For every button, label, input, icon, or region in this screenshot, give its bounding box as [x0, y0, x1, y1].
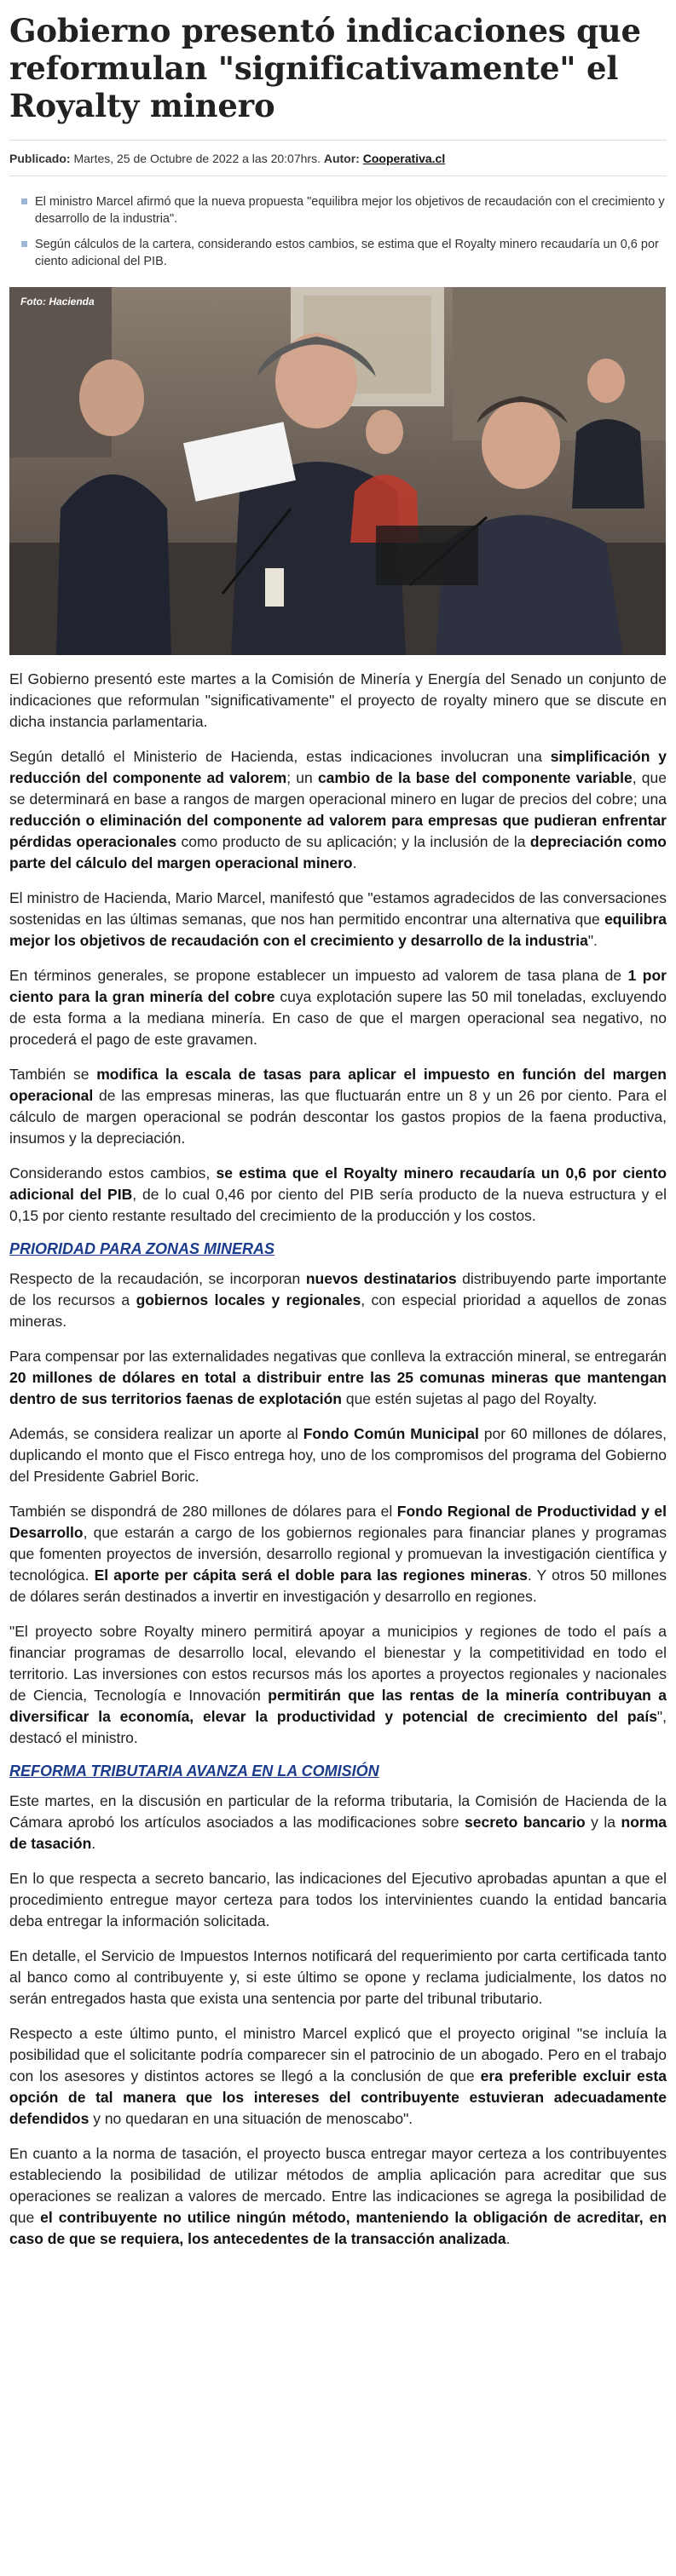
paragraph: Para compensar por las externalidades negativas que conlleva la extracción mineral, se entregarán 20 millones de dólares en total a distribuir entre las 25 comunas mineras que mantengan dentro de sus territorios faenas de explotación que estén sujetas al pago del Royalty. [9, 1348, 667, 1407]
paragraph: El Gobierno presentó este martes a la Comisión de Minería y Energía del Senado un conjunto de indicaciones que reformulan "significativamente" el proyecto de royalty minero que se discute en dicha instancia parlamentaria. [9, 670, 667, 730]
paragraph: Respecto a este último punto, el ministro Marcel explicó que el proyecto original "se incluía la posibilidad que el solicitante podría comparecer sin el patrocinio de un abogado. Pero en el trabajo con los asesores y distintos actores se llegó a la conclusión de que era preferible excluir esta opción de tal manera que los intereses del contribuyente estuvieran adecuadamente defendidos y no quedaran en una situación de menoscabo". [9, 2025, 667, 2127]
paragraph: También se modifica la escala de tasas para aplicar el impuesto en función del margen operacional de las empresas mineras, las que fluctuarán entre un 8 y un 26 por ciento. Para el cálculo de margen operacional se podrán descontar los gastos propios de la faena productiva, insumos y la depreciación. [9, 1066, 667, 1147]
article-body [9, 669, 667, 2250]
paragraph: Además, se considera realizar un aporte al Fondo Común Municipal por 60 millones de dólares, duplicando el monto que el Fisco entrega hoy, uno de los compromisos del programa del Gobierno del Presidente Gabriel Boric. [9, 1425, 667, 1485]
paragraph: En cuanto a la norma de tasación, el proyecto busca entregar mayor certeza a los contribuyentes estableciendo la posibilidad de utilizar métodos de amplia aplicación para acreditar que sus operaciones se realizan a valores de mercado. Entre las indicaciones se agrega la posibilidad de que el contribuyente no utilice ningún método, manteniendo la obligación de acreditar, en caso de que se requiera, los antecedentes de la transacción analizada. [9, 2145, 667, 2247]
summary-item: El ministro Marcel afirmó que la nueva propuesta "equilibra mejor los objetivos de recaudación con el crecimiento y desarrollo de la industria". [21, 193, 667, 227]
published-label: Publicado: [9, 152, 71, 165]
paragraph: El ministro de Hacienda, Mario Marcel, manifestó que "estamos agradecidos de las conversaciones sostenidas en las últimas semanas, que nos han permitido encontrar una alternativa que equilibra mejor los objetivos de recaudación con el crecimiento y desarrollo de la industria". [9, 889, 667, 949]
author-link[interactable]: Cooperativa.cl [362, 152, 446, 165]
paragraph: En detalle, el Servicio de Impuestos Internos notificará del requerimiento por carta certificada tanto al banco como al contribuyente y, si este último se opone y reclama judicialmente, los datos no serán entregados hasta que exista una sentencia por parte del tribunal tributario. [9, 1947, 667, 2007]
article-title: Gobierno presentó indicaciones que reformulan "significativamente" el Royalty minero [9, 12, 641, 124]
section-heading: PRIORIDAD PARA ZONAS MINERAS [9, 1240, 275, 1257]
paragraph: Según detalló el Ministerio de Hacienda, estas indicaciones involucran una simplificación y reducción del componente ad valorem; un cambio de la base del componente variable, que se determinará en base a rangos de margen operacional minero en lugar de precios del cobre; una reducción o eliminación del componente ad valorem para empresas que pudieran enfrentar pérdidas operacionales como producto de su aplicación; y la inclusión de la depreciación como parte del cálculo del margen operacional minero. [9, 748, 667, 871]
paragraph: Este martes, en la discusión en particular de la reforma tributaria, la Comisión de Hacienda de la Cámara aprobó los artículos asociados a las modificaciones sobre secreto bancario y la norma de tasación. [9, 1792, 667, 1852]
author-label: Autor: [323, 152, 360, 165]
paragraph: Considerando estos cambios, se estima que el Royalty minero recaudaría un 0,6 por ciento adicional del PIB, de lo cual 0,46 por ciento del PIB sería producto de la nueva estructura y el 0,15 por ciento restante resultado del crecimiento de la producción y los costos. [9, 1164, 667, 1224]
byline [9, 140, 667, 176]
article-photo [9, 287, 666, 655]
paragraph: "El proyecto sobre Royalty minero permitirá apoyar a municipios y regiones de todo el país a financiar programas de desarrollo local, elevando el bienestar y la competitividad en todo el territorio. Las inversiones con estos recursos más los aportes a proyectos regionales y nacionales de Ciencia, Tecnología e Innovación permitirán que las rentas de la minería contribuyan a diversificar la economía, elevar la productividad y potencial de crecimiento del país", destacó el ministro. [9, 1623, 667, 1746]
published-date: Martes, 25 de Octubre de 2022 a las 20:07hrs. [70, 152, 324, 165]
paragraph: En lo que respecta a secreto bancario, las indicaciones del Ejecutivo aprobadas apuntan a que el procedimiento entregue mayor certeza para todos los intervinientes cuando la entidad bancaria deba entregar la información solicitada. [9, 1870, 667, 1929]
summary-list [9, 193, 667, 270]
photo-illustration [9, 287, 666, 655]
paragraph: Respecto de la recaudación, se incorporan nuevos destinatarios distribuyendo parte importante de los recursos a gobiernos locales y regionales, con especial prioridad a aquellos de zonas mineras. [9, 1270, 667, 1330]
paragraph: En términos generales, se propone establecer un impuesto ad valorem de tasa plana de 1 por ciento para la gran minería del cobre cuya explotación supere las 50 mil toneladas, excluyendo de esta forma a la mediana minería. En caso de que el margen operacional sea negativo, no procederá el pago de este gravamen. [9, 967, 667, 1048]
photo-credit: Foto: Hacienda [20, 296, 95, 308]
paragraph: También se dispondrá de 280 millones de dólares para el Fondo Regional de Productividad y el Desarrollo, que estarán a cargo de los gobiernos regionales para financiar planes y programas que fomenten proyectos de inversión, desarrollo regional y promuevan la investigación científica y tecnológica. El aporte per cápita será el doble para las regiones mineras. Y otros 50 millones de dólares serán destinados a invertir en investigación y desarrollo en regiones. [9, 1503, 667, 1605]
summary-item: Según cálculos de la cartera, considerando estos cambios, se estima que el Royalty minero recaudaría un 0,6 por ciento adicional del PIB. [21, 236, 667, 270]
section-heading: REFORMA TRIBUTARIA AVANZA EN LA COMISIÓN [9, 1762, 379, 1780]
